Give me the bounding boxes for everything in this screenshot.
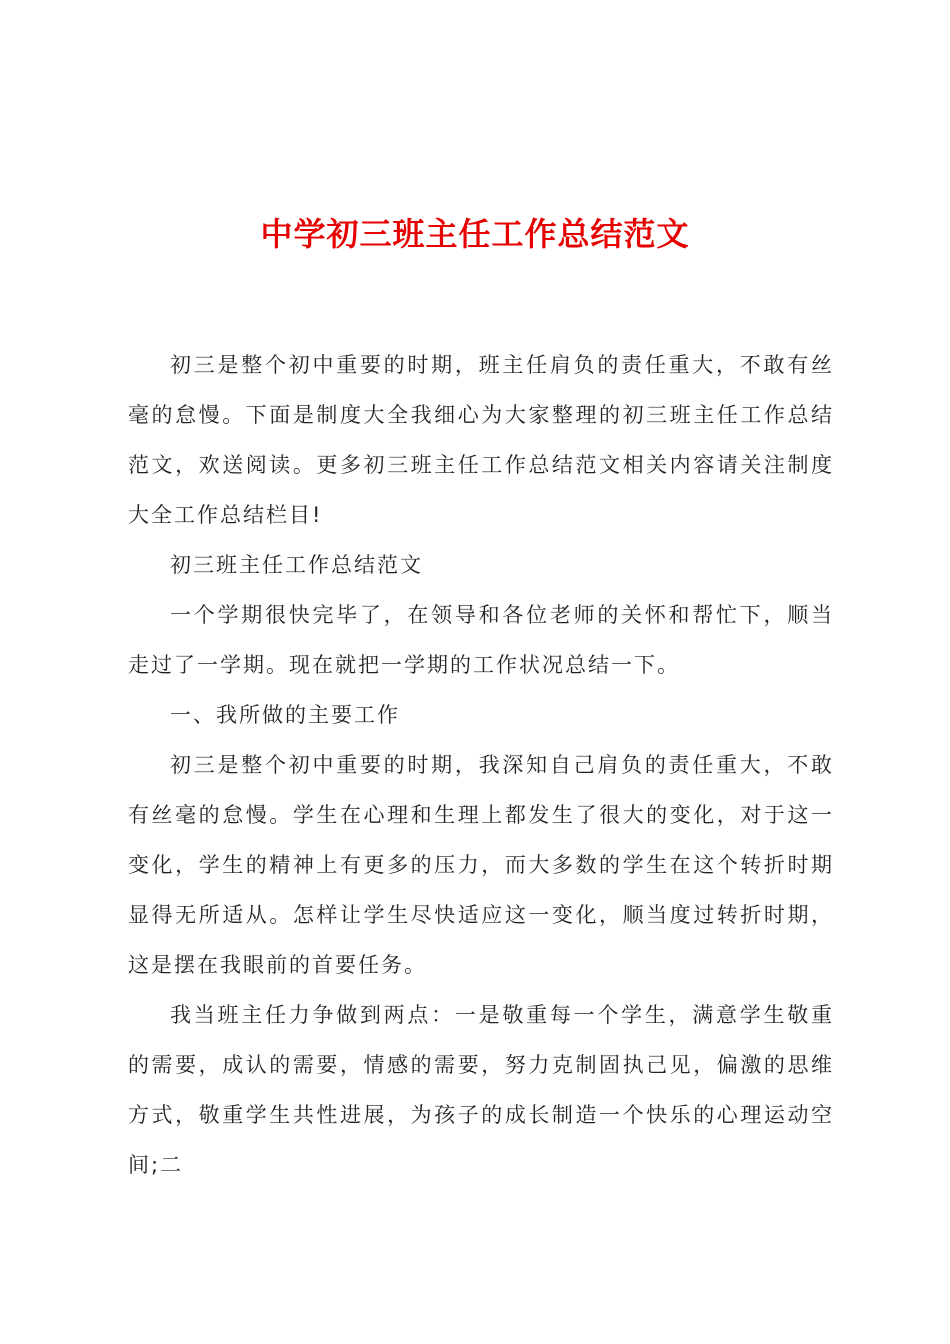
paragraph-two-points: 我当班主任力争做到两点：一是敬重每一个学生，满意学生敬重的需要，成认的需要，情感的需要，努力克制固执己见，偏激的思维方式，敬重学生共性进展，为孩子的成长制造一个快乐的心理运动空间;二 — [128, 1003, 834, 1177]
document-title: 中学初三班主任工作总结范文 — [260, 215, 690, 253]
paragraph-intro: 初三是整个初中重要的时期，班主任肩负的责任重大，不敢有丝毫的怠慢。下面是制度大全我细心为大家整理的初三班主任工作总结范文，欢送阅读。更多初三班主任工作总结范文相关内容请关注制度大全工作总结栏目! — [128, 353, 834, 527]
paragraph-main-work: 初三是整个初中重要的时期，我深知自己肩负的责任重大，不敢有丝毫的怠慢。学生在心理和生理上都发生了很大的变化，对于这一变化，学生的精神上有更多的压力，而大多数的学生在这个转折时期显得无所适从。怎样让学生尽快适应这一变化，顺当度过转折时期，这是摆在我眼前的首要任务。 — [128, 753, 834, 977]
paragraph-subtitle: 初三班主任工作总结范文 — [170, 553, 423, 577]
document-body — [128, 340, 834, 1190]
paragraph-opening: 一个学期很快完毕了，在领导和各位老师的关怀和帮忙下，顺当走过了一学期。现在就把一学期的工作状况总结一下。 — [128, 603, 834, 677]
section-heading-main-work: 一、我所做的主要工作 — [170, 703, 400, 727]
